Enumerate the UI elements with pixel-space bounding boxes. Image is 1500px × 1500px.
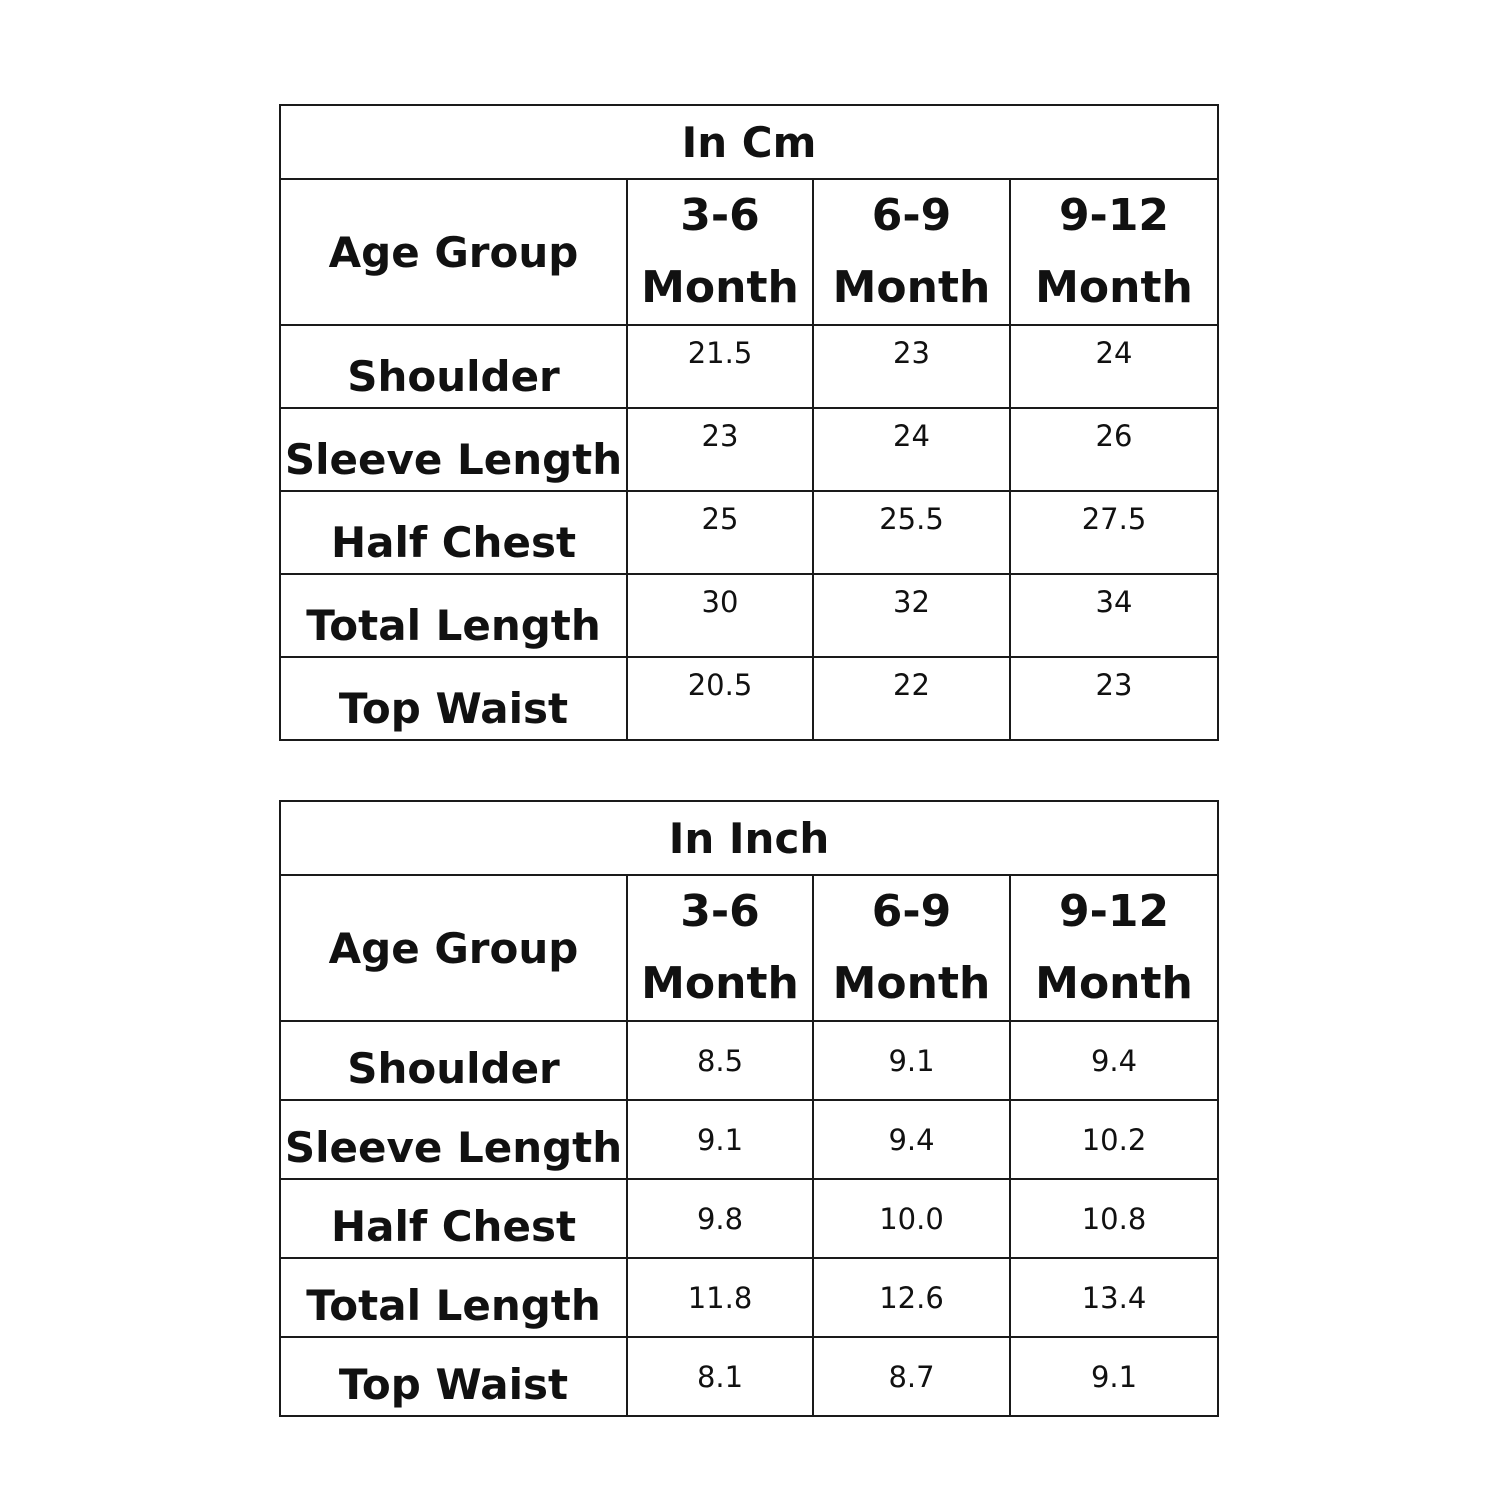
cell-value: 10.8 bbox=[1010, 1179, 1218, 1258]
cell-value: 34 bbox=[1010, 574, 1218, 657]
cell-value: 27.5 bbox=[1010, 491, 1218, 574]
cell-value: 9.4 bbox=[813, 1100, 1010, 1179]
age-group-label: Age Group bbox=[280, 179, 627, 325]
row-label: Total Length bbox=[280, 1258, 627, 1337]
table-title: In Inch bbox=[280, 801, 1218, 875]
cell-value: 25 bbox=[627, 491, 813, 574]
table-row bbox=[280, 491, 1218, 574]
age-unit: Month bbox=[832, 262, 991, 313]
row-label: Sleeve Length bbox=[280, 408, 627, 491]
size-table-inch bbox=[279, 800, 1219, 1417]
table-row bbox=[280, 1179, 1218, 1258]
cell-value: 8.1 bbox=[627, 1337, 813, 1416]
row-label: Sleeve Length bbox=[280, 1100, 627, 1179]
cell-value: 26 bbox=[1010, 408, 1218, 491]
cell-value: 10.2 bbox=[1010, 1100, 1218, 1179]
cell-value: 9.4 bbox=[1010, 1021, 1218, 1100]
cell-value: 22 bbox=[813, 657, 1010, 740]
cell-value: 23 bbox=[1010, 657, 1218, 740]
age-unit: Month bbox=[1035, 262, 1193, 313]
header-row bbox=[280, 179, 1218, 325]
cell-value: 25.5 bbox=[813, 491, 1010, 574]
age-range: 6-9 bbox=[871, 886, 952, 937]
age-range: 6-9 bbox=[871, 190, 952, 241]
table-row bbox=[280, 325, 1218, 408]
cell-value: 24 bbox=[1010, 325, 1218, 408]
table-title-row bbox=[280, 105, 1218, 179]
row-label: Top Waist bbox=[280, 657, 627, 740]
cell-value: 13.4 bbox=[1010, 1258, 1218, 1337]
cell-value: 30 bbox=[627, 574, 813, 657]
table-row bbox=[280, 1021, 1218, 1100]
table-row bbox=[280, 574, 1218, 657]
cell-value: 11.8 bbox=[627, 1258, 813, 1337]
age-column-header bbox=[627, 875, 813, 1021]
age-unit: Month bbox=[832, 958, 991, 1009]
cell-value: 32 bbox=[813, 574, 1010, 657]
header-row bbox=[280, 875, 1218, 1021]
table-title-row bbox=[280, 801, 1218, 875]
table-row bbox=[280, 1337, 1218, 1416]
size-table-cm bbox=[279, 104, 1219, 741]
row-label: Half Chest bbox=[280, 491, 627, 574]
age-unit: Month bbox=[641, 958, 799, 1009]
age-range: 3-6 bbox=[680, 190, 760, 241]
age-column-header bbox=[627, 179, 813, 325]
cell-value: 9.1 bbox=[813, 1021, 1010, 1100]
table-row bbox=[280, 1258, 1218, 1337]
age-range: 3-6 bbox=[680, 886, 760, 937]
cell-value: 9.1 bbox=[1010, 1337, 1218, 1416]
age-range: 9-12 bbox=[1058, 886, 1170, 937]
cell-value: 21.5 bbox=[627, 325, 813, 408]
cell-value: 9.8 bbox=[627, 1179, 813, 1258]
age-column-header bbox=[813, 875, 1010, 1021]
table-row bbox=[280, 1100, 1218, 1179]
cell-value: 23 bbox=[627, 408, 813, 491]
row-label: Shoulder bbox=[280, 1021, 627, 1100]
row-label: Half Chest bbox=[280, 1179, 627, 1258]
cell-value: 8.7 bbox=[813, 1337, 1010, 1416]
table-title: In Cm bbox=[280, 105, 1218, 179]
cell-value: 20.5 bbox=[627, 657, 813, 740]
age-unit: Month bbox=[641, 262, 799, 313]
table-row bbox=[280, 408, 1218, 491]
cell-value: 12.6 bbox=[813, 1258, 1010, 1337]
age-column-header bbox=[813, 179, 1010, 325]
row-label: Shoulder bbox=[280, 325, 627, 408]
row-label: Top Waist bbox=[280, 1337, 627, 1416]
age-range: 9-12 bbox=[1058, 190, 1170, 241]
age-column-header bbox=[1010, 875, 1218, 1021]
age-column-header bbox=[1010, 179, 1218, 325]
cell-value: 10.0 bbox=[813, 1179, 1010, 1258]
cell-value: 24 bbox=[813, 408, 1010, 491]
cell-value: 23 bbox=[813, 325, 1010, 408]
age-unit: Month bbox=[1035, 958, 1193, 1009]
cell-value: 9.1 bbox=[627, 1100, 813, 1179]
table-row bbox=[280, 657, 1218, 740]
row-label: Total Length bbox=[280, 574, 627, 657]
age-group-label: Age Group bbox=[280, 875, 627, 1021]
cell-value: 8.5 bbox=[627, 1021, 813, 1100]
